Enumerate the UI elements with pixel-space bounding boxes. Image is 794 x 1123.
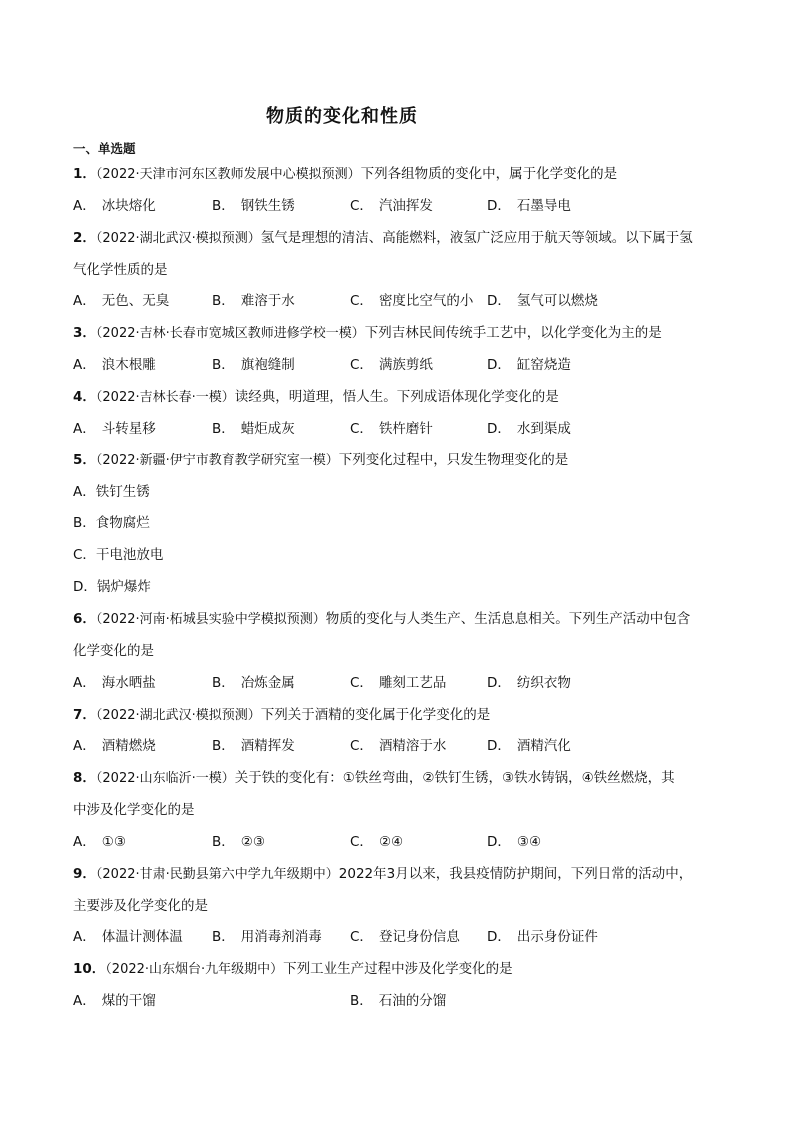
question-source: （2022·山东临沂·一模） [95,771,235,786]
question-number: 6． [73,611,96,627]
option-c: C． 铁杵磨针 [350,421,433,437]
option-b: B． ②③ [212,834,265,850]
option-d: D． 水到渠成 [487,421,571,437]
option-d: D． ③④ [487,834,542,850]
option-d: D． 石墨导电 [487,198,571,214]
option-d: D． 纺织衣物 [487,675,571,691]
option-b: B． 冶炼金属 [212,675,295,691]
option-b: B． 蜡炬成灰 [212,421,295,437]
question-text: 下列变化过程中，只发生物理变化的是 [338,452,569,468]
question-number: 10． [73,961,106,977]
option-d: D． 酒精汽化 [487,738,571,754]
question-9-options [73,927,733,947]
question-8-stem [73,768,675,789]
question-1-options [73,196,733,216]
question-10-stem [73,959,513,980]
option-b: B． 钢铁生锈 [212,198,295,214]
option-b: B． 用消毒剂消毒 [212,929,322,945]
option-c: C． ②④ [350,834,404,850]
option-d: D． 缸窑烧造 [487,357,571,373]
option-c: C． 满族剪纸 [350,357,433,373]
question-1-stem [73,164,617,185]
question-source: （2022·湖北武汉·模拟预测） [95,231,261,246]
question-source: （2022·山东烟台·九年级期中） [105,962,284,977]
question-6-stem-cont: 化学变化的是 [73,643,154,659]
question-number: 9． [73,866,96,882]
option-b: B．食物腐烂 [73,515,150,531]
option-a: A． 无色、无臭 [73,293,170,309]
question-7-stem [73,705,490,726]
question-7-options [73,736,733,756]
option-a: A．铁钉生锈 [73,484,150,500]
question-source: （2022·吉林长春·一模） [95,390,235,405]
question-2-stem-cont: 气化学性质的是 [73,262,168,278]
question-source: （2022·河南·柘城县实验中学模拟预测） [95,612,326,627]
question-number: 7． [73,707,96,723]
option-a: A． 斗转星移 [73,421,156,437]
question-8-stem-cont: 中涉及化学变化的是 [73,802,195,818]
question-6-options [73,673,733,693]
option-a: A． 酒精燃烧 [73,738,156,754]
option-a: A． 体温计测体温 [73,929,183,945]
question-number: 1． [73,166,96,182]
option-c: C．干电池放电 [73,547,164,563]
question-text: 读经典，明道理，悟人生。下列成语体现化学变化的是 [234,389,559,405]
question-6-stem [73,609,690,630]
option-a: A． 冰块熔化 [73,198,156,214]
option-b: B． 难溶于水 [212,293,295,309]
option-a: A． ①③ [73,834,126,850]
question-10-options [73,991,733,1011]
option-a: A． 海水晒盐 [73,675,156,691]
page-title: 物质的变化和性质 [266,106,418,127]
question-number: 4． [73,389,96,405]
question-3-options [73,355,733,375]
question-number: 8． [73,770,96,786]
question-number: 5． [73,452,96,468]
question-source: （2022·甘肃·民勤县第六中学九年级期中） [95,867,339,882]
option-b: B． 酒精挥发 [212,738,295,754]
option-d: D． 出示身份证件 [487,929,598,945]
option-b: B． 旗袍缝制 [212,357,295,373]
option-c: C． 酒精溶于水 [350,738,447,754]
question-5-stem [73,450,568,471]
question-9-stem-cont: 主要涉及化学变化的是 [73,898,208,914]
question-source: （2022·吉林·长春市宽城区教师进修学校一模） [95,326,365,341]
option-d: D．锅炉爆炸 [73,579,151,595]
question-text: 关于铁的变化有：①铁丝弯曲，②铁钉生锈，③铁水铸锅，④铁丝燃烧，其 [234,770,675,786]
question-2-stem [73,228,693,249]
option-b: B． 石油的分馏 [350,993,447,1009]
question-4-options [73,419,733,439]
option-a: A． 煤的干馏 [73,993,156,1009]
question-text: 下列各组物质的变化中，属于化学变化的是 [360,166,618,182]
question-8-options [73,832,733,852]
question-source: （2022·天津市河东区教师发展中心模拟预测） [95,167,361,182]
option-a: A． 浪木根雕 [73,357,156,373]
option-d: D． 氢气可以燃烧 [487,293,598,309]
question-text: 2022年3月以来，我县疫情防护期间，下列日常的活动中， [338,866,693,882]
question-2-options [73,291,733,311]
question-9-stem [73,864,692,885]
question-text: 物质的变化与人类生产、生活息息相关。下列生产活动中包含 [325,611,691,627]
question-text: 下列吉林民间传统手工艺中，以化学变化为主的是 [364,325,662,341]
option-c: C． 登记身份信息 [350,929,460,945]
question-text: 下列工业生产过程中涉及化学变化的是 [283,961,513,977]
question-3-stem [73,323,662,344]
option-c: C． 汽油挥发 [350,198,433,214]
question-text: 下列关于酒精的变化属于化学变化的是 [260,707,491,723]
question-text: 氢气是理想的清洁、高能燃料，液氢广泛应用于航天等领域。以下属于氢 [260,230,693,246]
section-heading: 一、单选题 [73,141,136,156]
option-c: C． 密度比空气的小 [350,293,474,309]
question-number: 2． [73,230,96,246]
question-source: （2022·新疆·伊宁市教育教学研究室一模） [95,453,339,468]
question-source: （2022·湖北武汉·模拟预测） [95,708,261,723]
option-c: C． 雕刻工艺品 [350,675,447,691]
question-number: 3． [73,325,96,341]
question-4-stem [73,387,559,408]
